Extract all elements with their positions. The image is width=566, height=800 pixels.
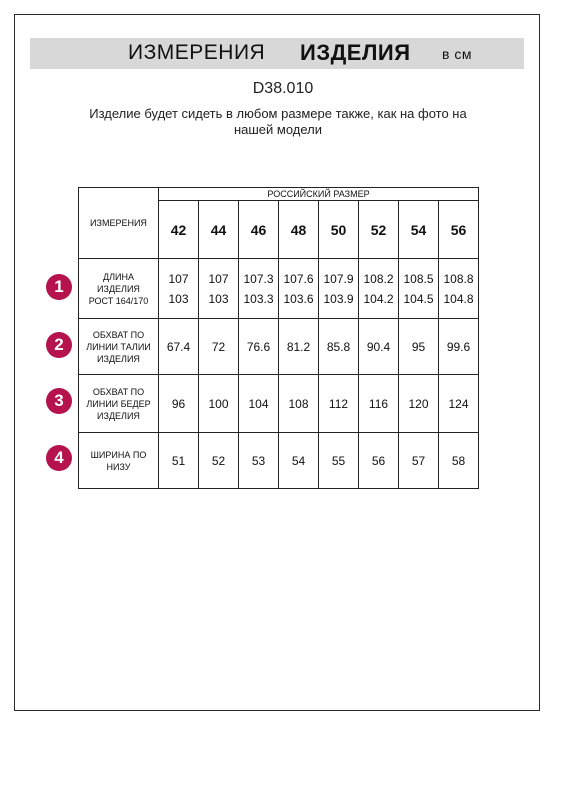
cell-value-alt: 103.3 <box>243 291 274 306</box>
cell-value-alt: 103 <box>208 291 229 306</box>
row-label-waist <box>79 319 159 375</box>
table-cell: 85.8 <box>319 319 359 375</box>
row-label-hips <box>79 375 159 433</box>
fit-note: Изделие будет сидеть в любом размере также, как на фото на нашей модели <box>89 106 467 137</box>
table-cell: 124 <box>439 375 479 433</box>
table-cell: 54 <box>279 433 319 489</box>
cell-value: 108.5 <box>403 271 434 286</box>
row-label-line: РОСТ 164/170 <box>88 295 149 306</box>
table-cell: 53 <box>239 433 279 489</box>
table-cell <box>399 259 439 319</box>
size-header: 54 <box>399 201 439 259</box>
table-cell: 100 <box>199 375 239 433</box>
row-label-line: ДЛИНА <box>103 271 134 282</box>
cell-value: 107.9 <box>323 271 354 286</box>
table-cell <box>439 259 479 319</box>
table-cell: 116 <box>359 375 399 433</box>
row-label-length <box>79 259 159 319</box>
table-cell: 104 <box>239 375 279 433</box>
size-header: 46 <box>239 201 279 259</box>
header-unit: в см <box>442 46 472 62</box>
row-label-hem-width <box>79 433 159 489</box>
table-cell: 52 <box>199 433 239 489</box>
cell-value-alt: 104.5 <box>403 291 434 306</box>
cell-value: 107 <box>168 271 189 286</box>
table-cell: 57 <box>399 433 439 489</box>
table-cell: 55 <box>319 433 359 489</box>
table-cell: 96 <box>159 375 199 433</box>
table-cell <box>319 259 359 319</box>
table-cell <box>239 259 279 319</box>
product-code: D38.010 <box>252 80 314 97</box>
table-cell: 67.4 <box>159 319 199 375</box>
table-cell: 58 <box>439 433 479 489</box>
table-cell: 81.2 <box>279 319 319 375</box>
table-cell: 76.6 <box>239 319 279 375</box>
row-number-badge: 3 <box>46 388 72 414</box>
size-header: 50 <box>319 201 359 259</box>
table-cell: 95 <box>399 319 439 375</box>
cell-value: 107.3 <box>243 271 274 286</box>
table-cell: 108 <box>279 375 319 433</box>
table-cell: 90.4 <box>359 319 399 375</box>
table-cell <box>279 259 319 319</box>
table-cell: 56 <box>359 433 399 489</box>
row-number-badge: 1 <box>46 274 72 300</box>
table-cell <box>359 259 399 319</box>
cell-value-alt: 103 <box>168 291 189 306</box>
cell-value-alt: 104.8 <box>443 291 474 306</box>
table-cell: 99.6 <box>439 319 479 375</box>
table-cell: 112 <box>319 375 359 433</box>
row-label-line: ШИРИНА ПО <box>90 449 147 460</box>
cell-value-alt: 104.2 <box>363 291 394 306</box>
cell-value-alt: 103.9 <box>323 291 354 306</box>
size-header: 52 <box>359 201 399 259</box>
size-header: 42 <box>159 201 199 259</box>
cell-value: 108.8 <box>443 271 474 286</box>
size-header: 56 <box>439 201 479 259</box>
row-label-line: ИЗДЕЛИЯ <box>97 410 140 421</box>
header-banner <box>30 38 524 69</box>
corner-label: ИЗМЕРЕНИЯ <box>79 188 159 259</box>
cell-value-alt: 103.6 <box>283 291 314 306</box>
cell-value: 107 <box>208 271 229 286</box>
table-cell <box>159 259 199 319</box>
table-cell: 72 <box>199 319 239 375</box>
row-label-line: ОБХВАТ ПО <box>92 329 145 340</box>
row-label-line: НИЗУ <box>106 461 131 472</box>
row-label-line: ИЗДЕЛИЯ <box>97 353 140 364</box>
cell-value: 107.6 <box>283 271 314 286</box>
header-title-part1: ИЗМЕРЕНИЯ <box>128 41 266 64</box>
size-header: 48 <box>279 201 319 259</box>
cell-value: 108.2 <box>363 271 394 286</box>
row-label-line: ОБХВАТ ПО <box>92 386 145 397</box>
row-number-badge: 4 <box>46 445 72 471</box>
row-label-line: ИЗДЕЛИЯ <box>97 283 140 294</box>
table-cell: 51 <box>159 433 199 489</box>
table-cell: 120 <box>399 375 439 433</box>
row-number-badge: 2 <box>46 332 72 358</box>
header-title-part2: ИЗДЕЛИЯ <box>300 40 411 65</box>
size-group-title: РОССИЙСКИЙ РАЗМЕР <box>159 188 479 201</box>
row-label-line: ЛИНИИ БЕДЕР <box>86 398 151 409</box>
size-table <box>78 187 479 489</box>
size-header: 44 <box>199 201 239 259</box>
table-cell <box>199 259 239 319</box>
row-label-line: ЛИНИИ ТАЛИИ <box>86 341 151 352</box>
